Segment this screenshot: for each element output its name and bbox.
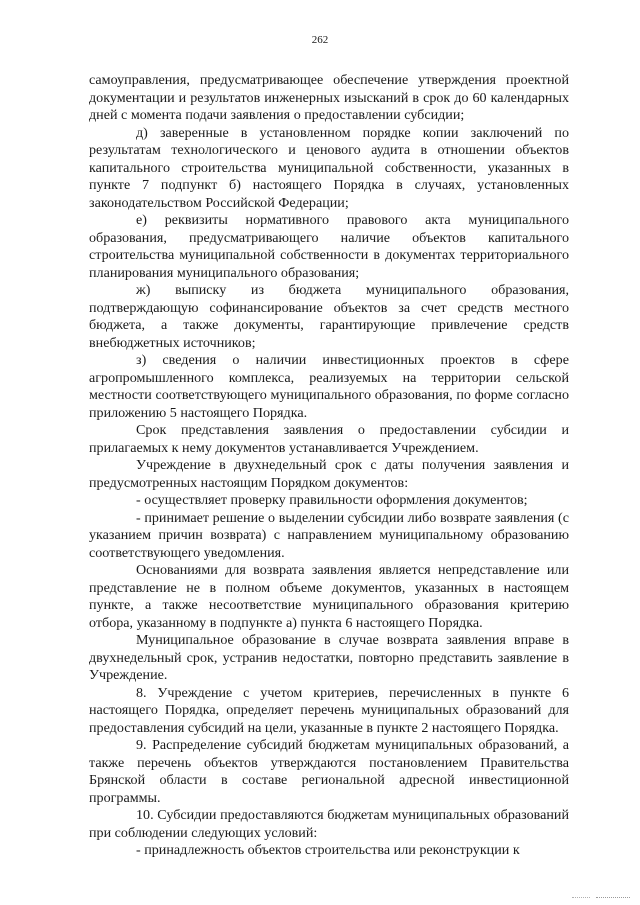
scan-artifact (572, 897, 590, 899)
paragraph: з) сведения о наличии инвестиционных проектов в сфере агропромышленного комплекса, реализуемых на территории сельской местности соответствующего муниципального образования, по форме согласно приложению 5 настоящего Порядка. (89, 352, 569, 421)
scan-artifact (596, 897, 630, 899)
paragraph: - принадлежность объектов строительства или реконструкции к (136, 842, 520, 858)
paragraph: - принимает решение о выделении субсидии либо возврате заявления (с указанием причин возврата) с направлением муниципальному образованию соответствующего уведомления. (89, 509, 569, 561)
paragraph: д) заверенные в установленном порядке копии заключений по результатам технологического и ценового аудита в отношении объектов капитального строительства муниципальной собственности, указанных в пункте 7 подпункт б) настоящего Порядка в случаях, установленных законодательством Российской Федерации; (89, 124, 569, 211)
paragraph: - осуществляет проверку правильности оформления документов; (136, 492, 528, 508)
paragraph: 9. Распределение субсидий бюджетам муниципальных образований, а также перечень объектов утверждаются постановлением Правительства Брянской области в составе региональной адресной инвестиционной программы. (89, 737, 569, 806)
paragraph: самоуправления, предусматривающее обеспечение утверждения проектной документации и результатов инженерных изысканий в срок до 60 календарных дней с момента подачи заявления о предоставлении субсидии; (89, 72, 569, 123)
paragraph: е) реквизиты нормативного правового акта муниципального образования, предусматривающего наличие объектов капитального строительства муниципальной собственности в документах территориального планирования муниципального образования; (89, 212, 569, 281)
paragraph: Муниципальное образование в случае возврата заявления вправе в двухнедельный срок, устранив недостатки, повторно представить заявление в Учреждение. (89, 632, 569, 683)
page-number: 262 (311, 34, 329, 46)
paragraph: ж) выписку из бюджета муниципального образования, подтверждающую софинансирование объектов за счет средств местного бюджета, а также документы, гарантирующие привлечение средств внебюджетных источников; (89, 282, 569, 351)
document-body (89, 72, 569, 860)
paragraph: Основаниями для возврата заявления является непредставление или представление не в полном объеме документов, указанных в настоящем пункте, а также несоответствие муниципального образования критерию отбора, указанному в подпункте а) пункта 6 настоящего Порядка. (89, 562, 569, 631)
paragraph: 8. Учреждение с учетом критериев, перечисленных в пункте 6 настоящего Порядка, определяет перечень муниципальных образований для предоставления субсидий на цели, указанные в пункте 2 настоящего Порядка. (89, 684, 569, 736)
paragraph: Учреждение в двухнедельный срок с даты получения заявления и предусмотренных настоящим Порядком документов: (89, 457, 569, 491)
paragraph: 10. Субсидии предоставляются бюджетам муниципальных образований при соблюдении следующих условий: (89, 807, 569, 841)
paragraph: Срок представления заявления о предоставлении субсидии и прилагаемых к нему документов устанавливается Учреждением. (89, 422, 569, 456)
